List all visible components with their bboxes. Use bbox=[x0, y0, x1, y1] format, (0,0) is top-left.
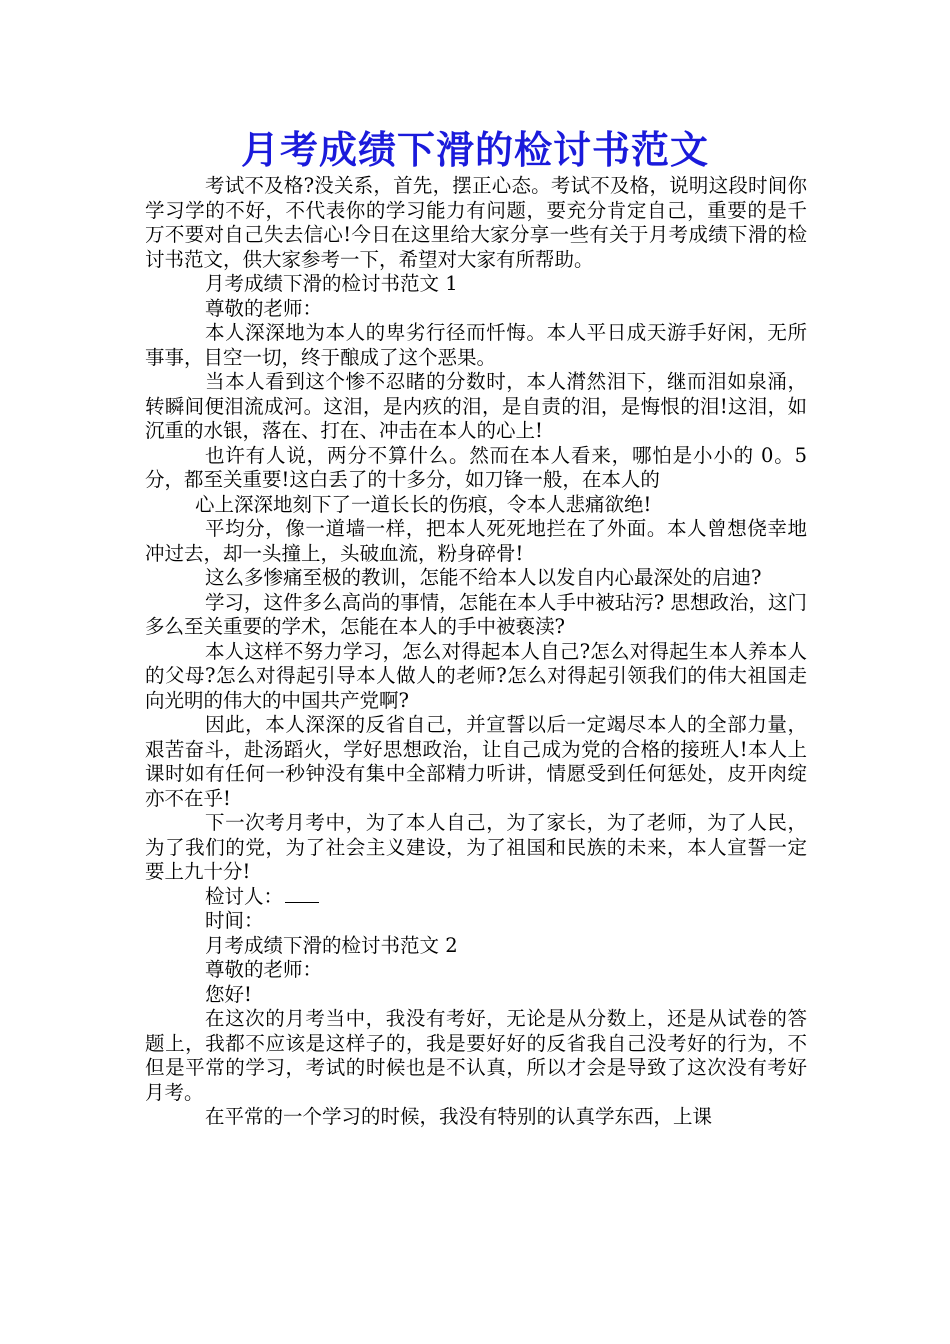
time-label: 时间： bbox=[205, 909, 264, 932]
essay1-paragraph: 当本人看到这个惨不忍睹的分数时，本人潸然泪下，继而泪如泉涌，转瞬间便泪流成河。这泪，是内疚的泪，是自责的泪，是悔恨的泪!这泪，如沉重的水银，落在、打在、冲击在本人的心上! bbox=[145, 370, 807, 442]
essay1-paragraph: 这么多惨痛至极的教训，怎能不给本人以发自内心最深处的启迪? bbox=[205, 566, 762, 589]
essay1-salutation: 尊敬的老师： bbox=[205, 296, 323, 320]
intro-paragraph: 考试不及格?没关系，首先，摆正心态。考试不及格，说明这段时间你学习学的不好，不代表你的学习能力有问题，要充分肯定自己，重要的是千万不要对自己失去信心!今日在这里给大家分享一些有关于月考成绩下滑的检讨书范文，供大家参考一下，希望对大家有所帮助。 bbox=[145, 174, 807, 271]
essay1-paragraph: 因此，本人深深的反省自己，并宣誓以后一定竭尽本人的全部力量，艰苦奋斗，赴汤蹈火，学好思想政治，让自己成为党的合格的接班人!本人上课时如有任何一秒钟没有集中全部精力听讲，情愿受到任何惩处，皮开肉绽亦不在乎! bbox=[145, 713, 807, 810]
essay1-paragraph: 心上深深地刻下了一道长长的伤痕，令本人悲痛欲绝! bbox=[195, 492, 652, 516]
essay2-paragraph: 在平常的一个学习的时候，我没有特别的认真学东西，上课 bbox=[205, 1105, 713, 1128]
essay1-paragraph: 学习，这件多么高尚的事情，怎能在本人手中被玷污? 思想政治，这门多么至关重要的学术，怎能在本人的手中被亵渎? bbox=[145, 590, 807, 638]
signer-line bbox=[145, 885, 807, 910]
essay2-heading: 月考成绩下滑的检讨书范文 2 bbox=[205, 933, 458, 957]
essay2-greeting: 您好! bbox=[205, 982, 252, 1006]
essay1-heading: 月考成绩下滑的检讨书范文 1 bbox=[205, 272, 458, 295]
essay1-paragraph: 也许有人说，两分不算什么。然而在本人看来，哪怕是小小的 0。5 分，都至关重要!这白丢了的十多分，如刀锋一般，在本人的 bbox=[145, 443, 807, 491]
essay2-salutation: 尊敬的老师： bbox=[205, 958, 323, 981]
document-body bbox=[145, 174, 807, 1130]
essay1-paragraph: 下一次考月考中，为了本人自己，为了家长，为了老师，为了人民，为了我们的党，为了社会主义建设，为了祖国和民族的未来，本人宣誓一定要上九十分! bbox=[145, 811, 807, 883]
signer-label: 检讨人： bbox=[205, 884, 284, 908]
document-title: 月考成绩下滑的检讨书范文 bbox=[240, 128, 709, 172]
essay1-paragraph: 本人这样不努力学习，怎么对得起本人自己?怎么对得起生本人养本人的父母?怎么对得起引导本人做人的老师?怎么对得起引领我们的伟大祖国走向光明的伟大的中国共产党啊? bbox=[145, 639, 807, 712]
essay1-paragraph: 平均分，像一道墙一样，把本人死死地拦在了外面。本人曾想侥幸地冲过去，却一头撞上，头破血流，粉身碎骨! bbox=[145, 517, 807, 565]
essay2-paragraph: 在这次的月考当中，我没有考好，无论是从分数上，还是从试卷的答题上，我都不应该是这样子的，我是要好好的反省我自己没考好的行为，不但是平常的学习，考试的时候也是不认真，所以才会是导致了这次没有考好月考。 bbox=[145, 1007, 807, 1104]
signature-blank bbox=[285, 886, 319, 903]
essay1-paragraph: 本人深深地为本人的卑劣行径而忏悔。本人平日成天游手好闲，无所事事，目空一切，终于酿成了这个恶果。 bbox=[145, 321, 807, 369]
